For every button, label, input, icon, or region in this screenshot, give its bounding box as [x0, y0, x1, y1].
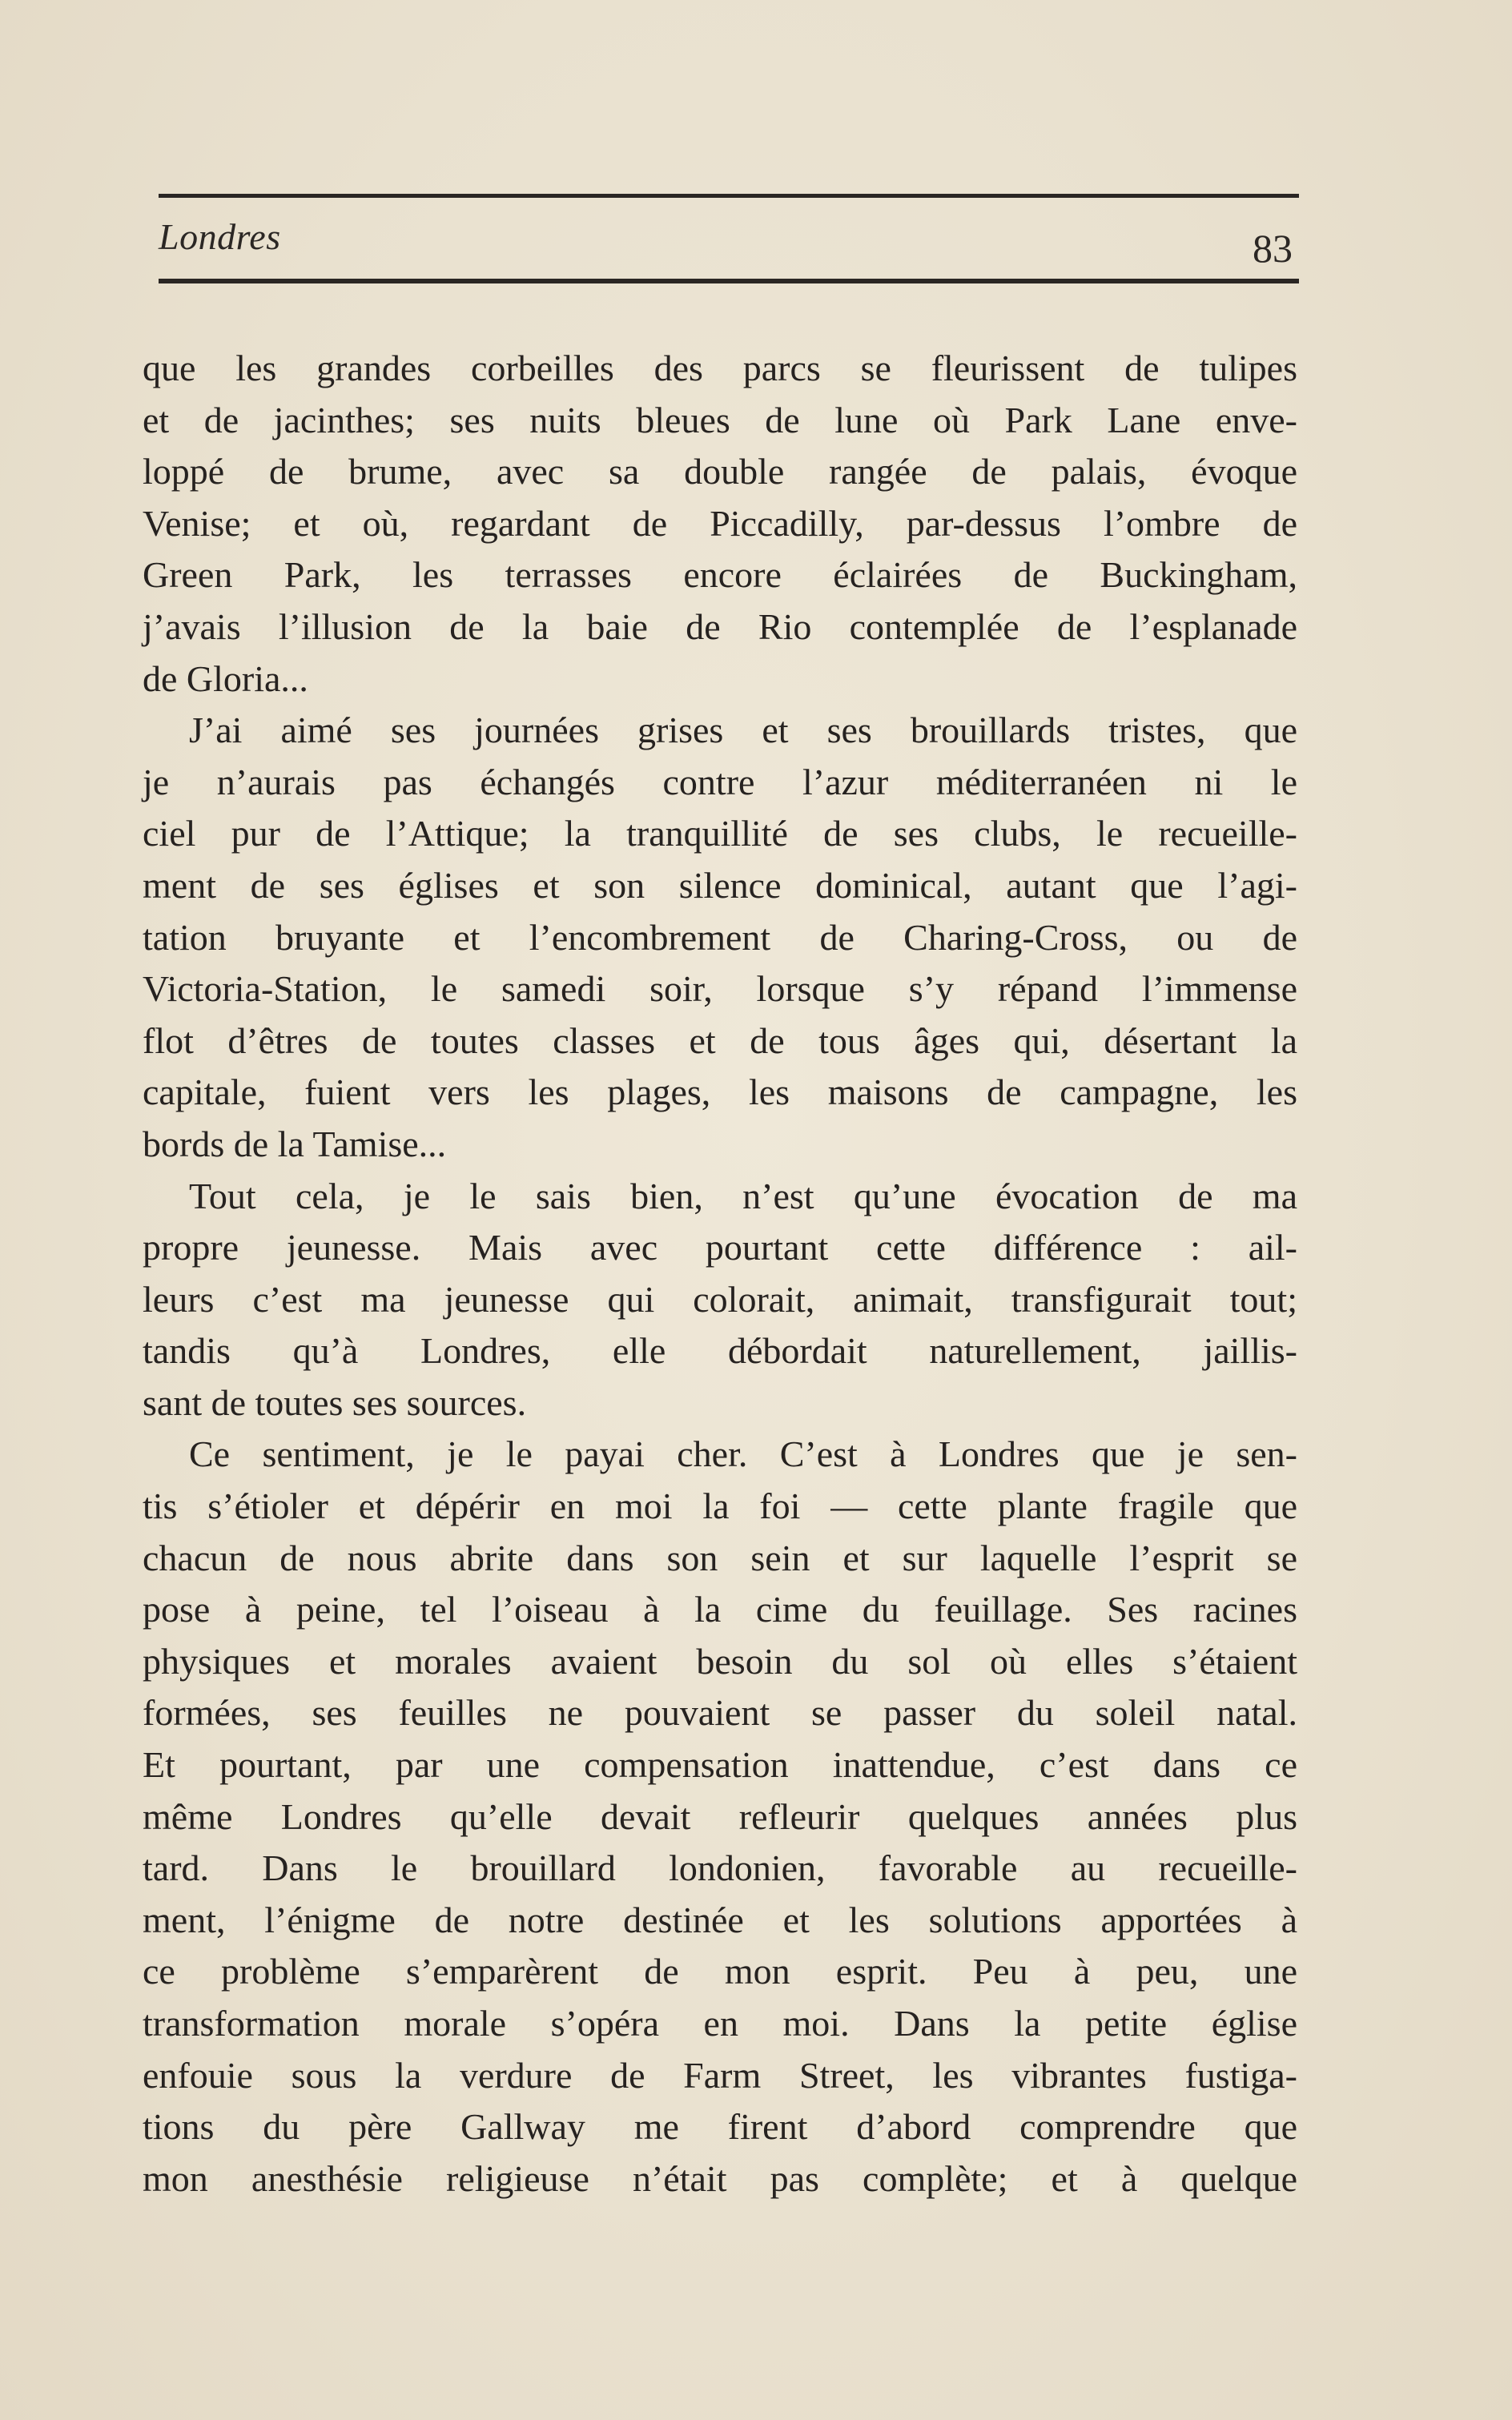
text-line: enfouie sous la verdure de Farm Street, les vibrantes fustiga- — [143, 2054, 1297, 2096]
text-line: ciel pur de l’Attique; la tranquillité de ses clubs, le recueille- — [143, 813, 1297, 854]
text-line: physiques et morales avaient besoin du sol où elles s’étaient — [143, 1640, 1297, 1682]
header-rule-top — [159, 194, 1299, 198]
text-line: transformation morale s’opéra en moi. Dans la petite église — [143, 2003, 1297, 2044]
running-title: Londres — [159, 216, 281, 257]
text-line: flot d’êtres de toutes classes et de tous âges qui, désertant la — [143, 1019, 1297, 1061]
text-line: que les grandes corbeilles des parcs se fleurissent de tulipes — [143, 348, 1297, 388]
text-line: tions du père Gallway me firent d’abord comprendre que — [143, 2106, 1297, 2148]
text-line: ce problème s’emparèrent de mon esprit. Peu à peu, une — [143, 1951, 1297, 1992]
text-line: et de jacinthes; ses nuits bleues de lune où Park Lane enve- — [143, 399, 1297, 440]
text-line: formées, ses feuilles ne pouvaient se passer du soleil natal. — [143, 1692, 1297, 1734]
text-line: tis s’étioler et dépérir en moi la foi — cette plante fragile que — [143, 1485, 1297, 1527]
text-line: propre jeunesse. Mais avec pourtant cette différence : ail- — [143, 1227, 1297, 1268]
text-line: ment de ses églises et son silence dominical, autant que l’agi- — [143, 864, 1297, 906]
running-header — [159, 191, 1299, 296]
text-line: ment, l’énigme de notre destinée et les solutions apportées à — [143, 1899, 1297, 1940]
text-line: chacun de nous abrite dans son sein et sur laquelle l’esprit se — [143, 1537, 1297, 1578]
text-line: Venise; et où, regardant de Piccadilly, par-dessus l’ombre de — [143, 502, 1297, 544]
text-line: Tout cela, je le sais bien, n’est qu’une évocation de ma — [189, 1175, 1297, 1216]
text-line: je n’aurais pas échangés contre l’azur méditerranéen ni le — [143, 761, 1297, 802]
text-line: pose à peine, tel l’oiseau à la cime du feuillage. Ses racines — [143, 1589, 1297, 1630]
text-line: J’ai aimé ses journées grises et ses brouillards tristes, que — [189, 710, 1297, 751]
text-line: loppé de brume, avec sa double rangée de palais, évoque — [143, 451, 1297, 492]
body-text — [143, 343, 1297, 2205]
text-line: tation bruyante et l’encombrement de Charing-Cross, ou de — [143, 916, 1297, 958]
text-line: Victoria-Station, le samedi soir, lorsque s’y répand l’immense — [143, 968, 1297, 1010]
text-line: sant de toutes ses sources. — [143, 1381, 527, 1423]
text-line: Et pourtant, par une compensation inattendue, c’est dans ce — [143, 1744, 1297, 1786]
text-line: j’avais l’illusion de la baie de Rio contemplée de l’esplanade — [143, 605, 1297, 647]
header-rule-bottom — [159, 279, 1299, 283]
text-line: Green Park, les terrasses encore éclairées de Buckingham, — [143, 554, 1297, 596]
page-number: 83 — [1253, 226, 1293, 271]
text-line: leurs c’est ma jeunesse qui colorait, animait, transfigurait tout; — [143, 1278, 1297, 1320]
text-line: mon anesthésie religieuse n’était pas complète; et à quelque — [143, 2157, 1297, 2199]
text-line: tandis qu’à Londres, elle débordait naturellement, jaillis- — [143, 1330, 1297, 1372]
text-line: Ce sentiment, je le payai cher. C’est à Londres que je sen- — [189, 1433, 1297, 1475]
text-line: capitale, fuient vers les plages, les maisons de campagne, les — [143, 1071, 1297, 1113]
text-line: de Gloria... — [143, 657, 308, 699]
text-line: tard. Dans le brouillard londonien, favorable au recueille- — [143, 1847, 1297, 1889]
text-line: bords de la Tamise... — [143, 1123, 447, 1164]
text-line: même Londres qu’elle devait refleurir quelques années plus — [143, 1795, 1297, 1837]
